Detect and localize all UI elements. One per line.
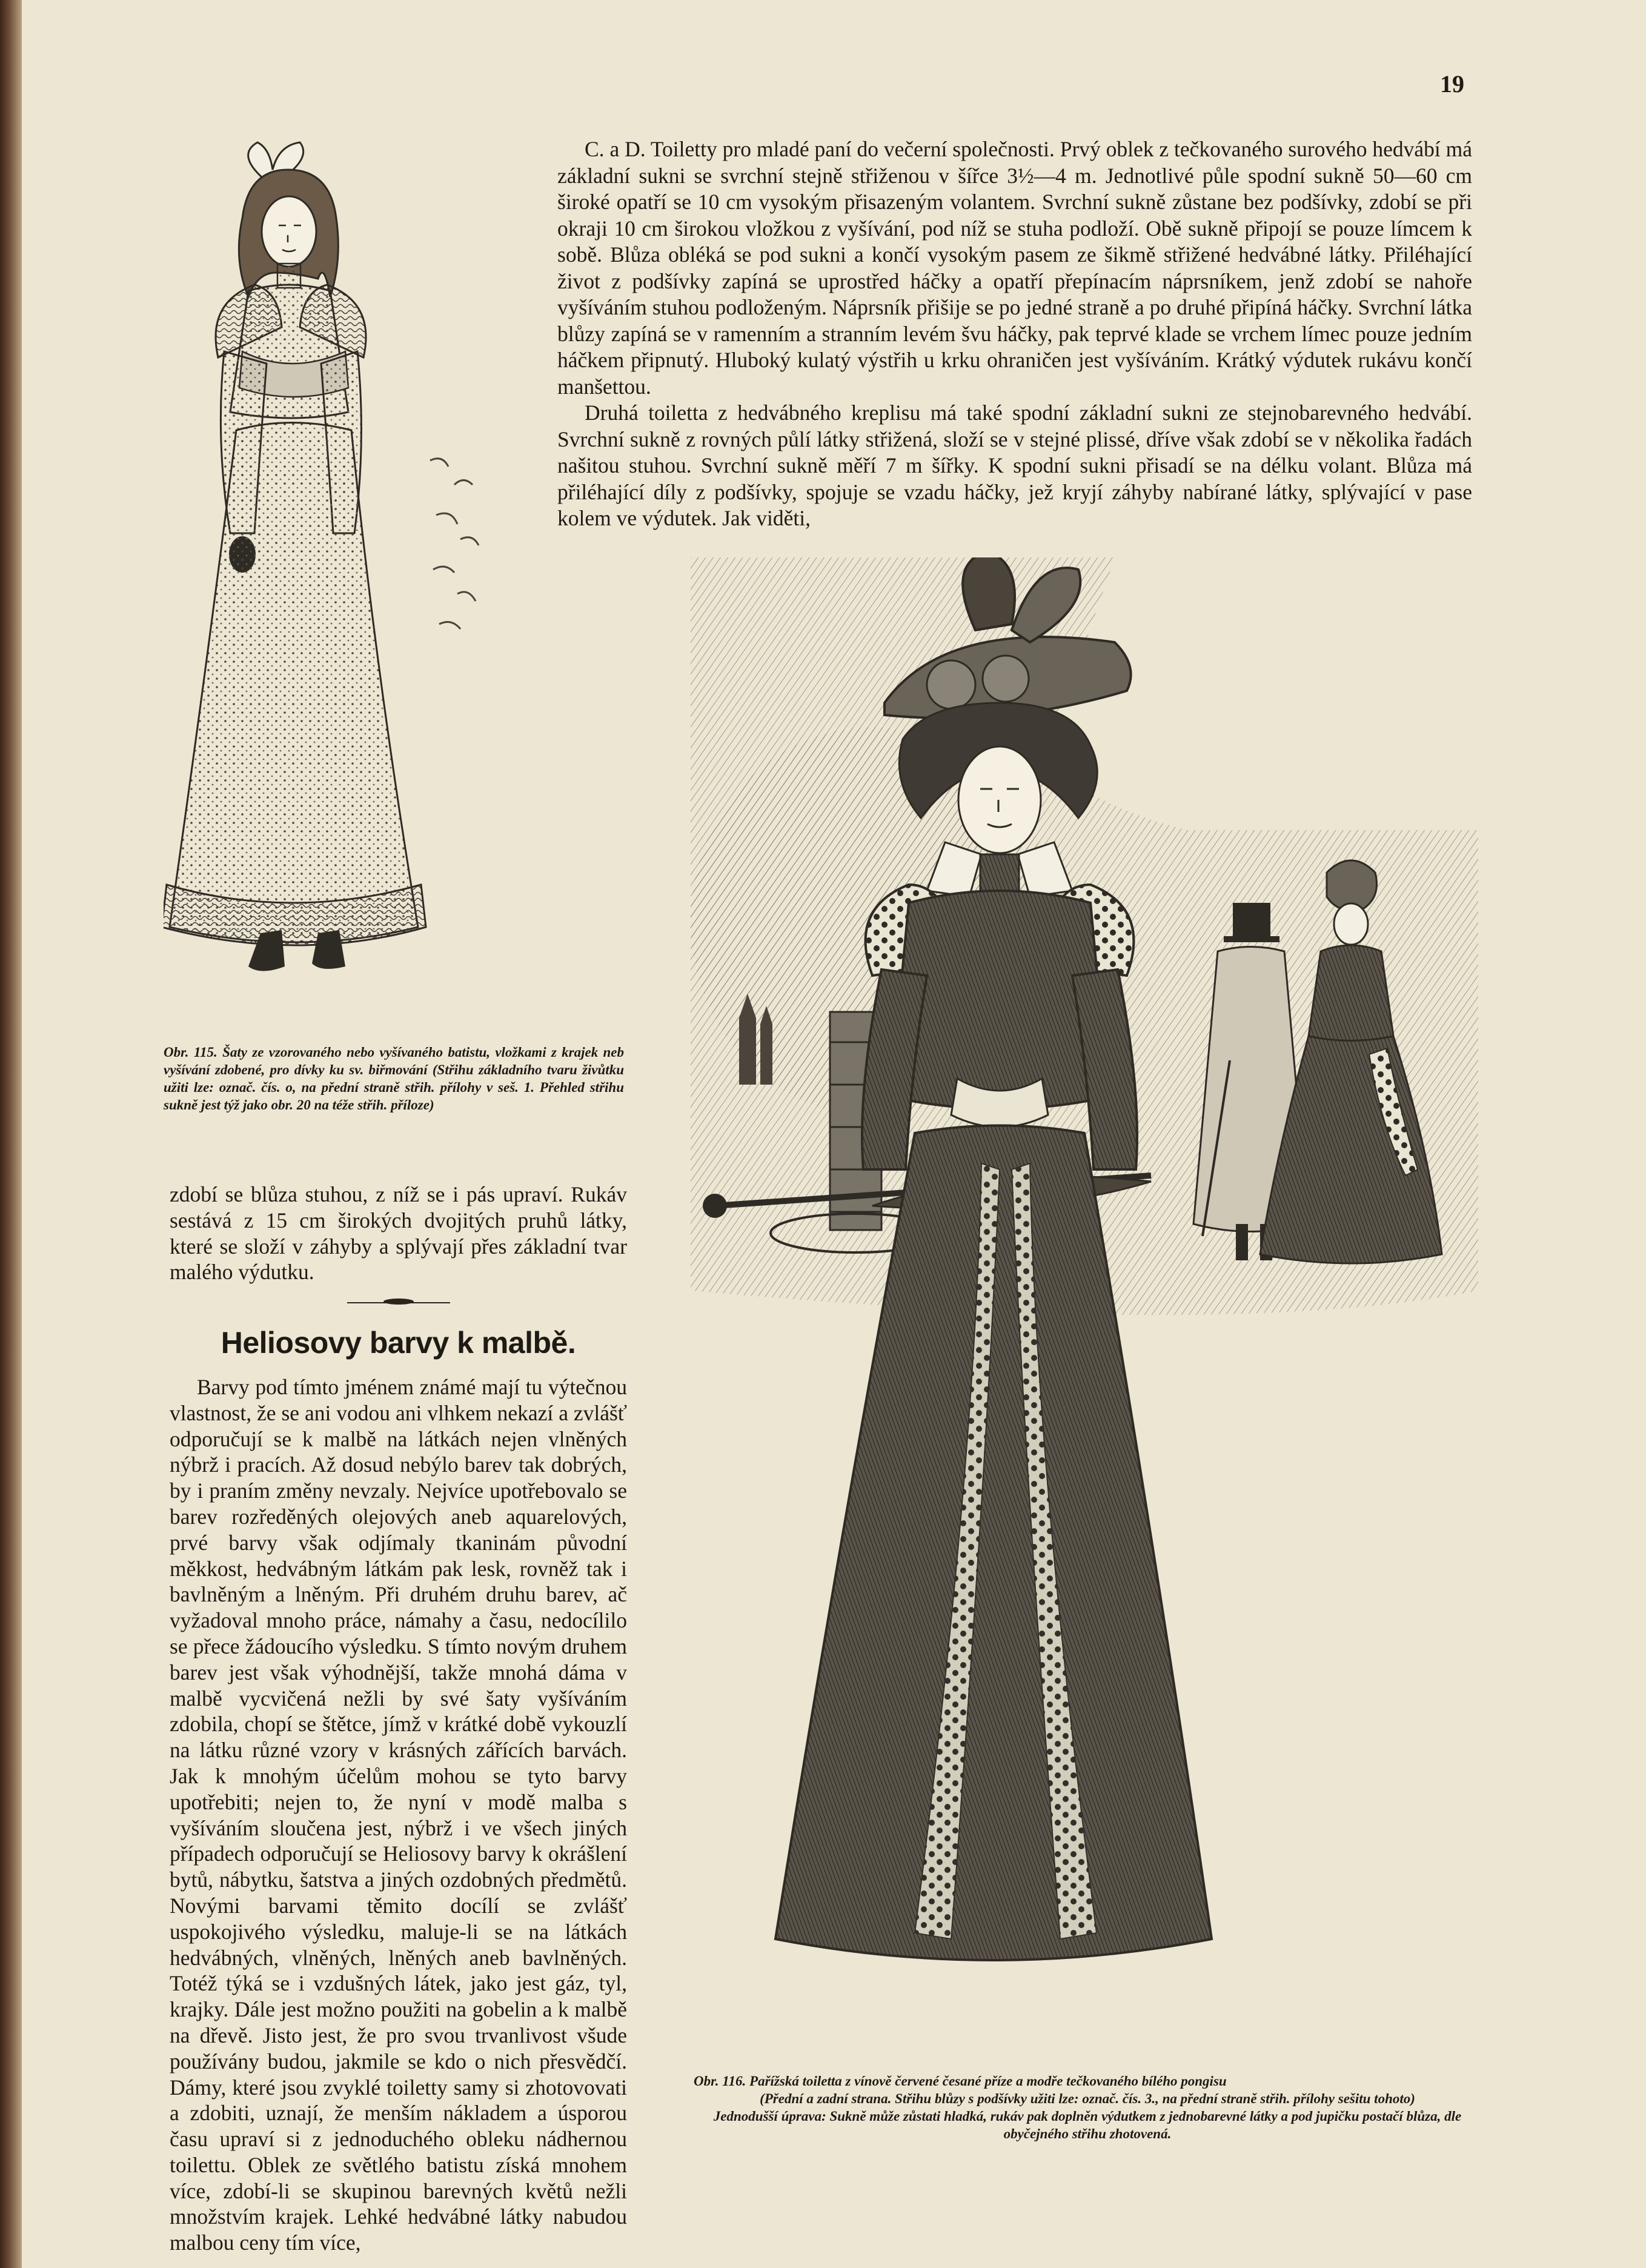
figure-116-caption-simpler: Jednodušší úprava: Sukně může zůstati hladká, rukáv pak doplněn výdutkem z jednobarevné látky a pod jupičku postačí blůza, dle obyčejného střihu zhotovená. [713,2109,1462,2141]
article-paragraph: C. a D. Toiletty pro mladé paní do večerní společnosti. Prvý oblek z tečkovaného surového hedvábí má základní sukni se svrchní stejně střiženou v šířce 3½—4 m. Jednotlivé půle spodní sukně 50—60 cm široké opatří se 10 cm vysokým přisazeným volantem. Svrchní sukně zůstane bez podšívky, zdobí se při okraji 10 cm širokou vložkou z vyšívání, pod níž se stuha podloží. Obě sukně připojí se pouze límcem k sobě. Blůza obléká se pod sukni a končí vysokým pasem ze šikmě střižené hedvábné látky. Přiléhající život z podšívky zapíná se uprostřed háčky a opatří přepínacím náprsníkem, jenž zdobí se nahoře vyšíváním stuhou podloženým. Náprsník přišije se po jedné straně a po druhé připíná háčky. Svrchní látka blůzy zapíná se v ramenním a stranním levém švu háčky, pak teprvé klade se vrchem límec pouze jedním háčkem připnutý. Hluboký kulatý výstřih u krku ohraničen jest vyšíváním. Krátký výdutek rukávu končí manšettou. [557,137,1472,399]
figure-115-caption: Obr. 115. Šaty ze vzorovaného nebo vyšívaného batistu, vložkami z krajek neb vyšívání zdobené, pro dívky ku sv. biřmování (Střihu základního tvaru živůtku užiti lze: označ. čís. o, na přední straně střih. přílohy v seš. 1. Přehled střihu sukně jest týž jako obr. 20 na téže střih. příloze) [164,1045,624,1112]
left-column [170,1182,627,2256]
page-number: 19 [1440,70,1464,98]
section-divider-ornament [347,1302,450,1312]
leaf-flourish-decoration [424,448,497,648]
article-paragraph: Druhá toiletta z hedvábného kreplisu má také spodní základní sukni ze stejnobarevného hedvábí. Svrchní sukně z rovných půlí látky střižená, složí se v stejné plissé, dříve však zdobí se v několika řadách našitou stuhou. Svrchní sukně měří 7 m šířky. K spodní sukni přisadí se na délku volant. Blůza má přiléhající díly z podšívky, spojuje se vzadu háčky, jež kryjí záhyby nabírané látky, splývající v pase kolem ve výdutek. Jak viděti, [557,401,1472,530]
section-heading: Heliosovy barvy k malbě. [221,1326,576,1360]
figure-116-caption-title: Obr. 116. Pařížská toiletta z vínově červené česané příze a modře tečkovaného bílého pongisu [694,2073,1227,2089]
article-continuation: zdobí se blůza stuhou, z níž se i pás upraví. Rukáv sestává z 15 cm širokých dvojitých pruhů látky, které se složí v záhyby a splývají přes základní tvar malého výdutku. [170,1182,627,1285]
figure-116-caption-note: (Přední a zadní strana. Střihu blůzy s podšívky užiti lze: označ. čís. 3., na přední straně střih. přílohy sešitu tohoto) [760,2091,1415,2106]
article-toilettes [557,136,1472,532]
figure-116-caption [694,2072,1481,2143]
figure-116-illustration [691,557,1496,2060]
book-binding-edge [0,0,22,2268]
heliosovy-paragraph: Barvy pod tímto jménem známé mají tu výtečnou vlastnost, že se ani vodou ani vlhkem nekazí a zvlášť odporučují se k malbě na látkách nejen vlněných nýbrž i pracích. Až dosud nebýlo barev tak dobrých, by i praním změny nevzaly. Nejvíce upotřebovalo se barev rozředěných olejových aneb aquarelových, prvé barvy však odjímaly tkaninám původní měkkost, hedvábným látkám pak lesk, rovněž tak i bavlněným a lněným. Při druhém druhu barev, ač vyžadoval mnoho práce, námahy a času, nedocílilo se přece žádoucího výsledku. S tímto novým druhem barev jest však výhodnější, takže mnohá dáma v malbě vycvičená nežli by své šaty vyšíváním zdobila, chopí se štětce, jímž v krátké době vykouzlí na látku různé vzory v krásných zářících barvách. Jak k mnohým účelům mohou se tyto barvy upotřebiti; nejen to, že nyní v modě malba s vyšíváním sloučena jest, nýbrž i ve všech jiných případech odporučují se Heliosovy barvy k okrášlení bytů, nábytku, šatstva a jiných ozdobných předmětů. Novými barvami těmito docílí se zvlášť uspokojivého výsledku, maluje-li se na látkách hedvábných, vlněných, lněných aneb bavlněných. Totéž týká se i vzdušných látek, jako jest gáz, tyl, krajky. Dále jest možno použiti na gobelin a k malbě na dřevě. Jisto jest, že pro svou trvanlivost všude používány budou, jakmile se kdo o nich přesvědčí. Dámy, které jsou zvyklé toiletty samy si zhotovovati a zdobiti, uznají, že menším nákladem a úsporou času upraví si z jednoduchého obleku nádhernou toilettu. Oblek ze světlého batistu získá mnohem více, zdobí-li se skupinou barevných květů nežli množstvím krajek. Lehké hedvábné látky nabudou malbou ceny tím více, [170,1374,627,2255]
